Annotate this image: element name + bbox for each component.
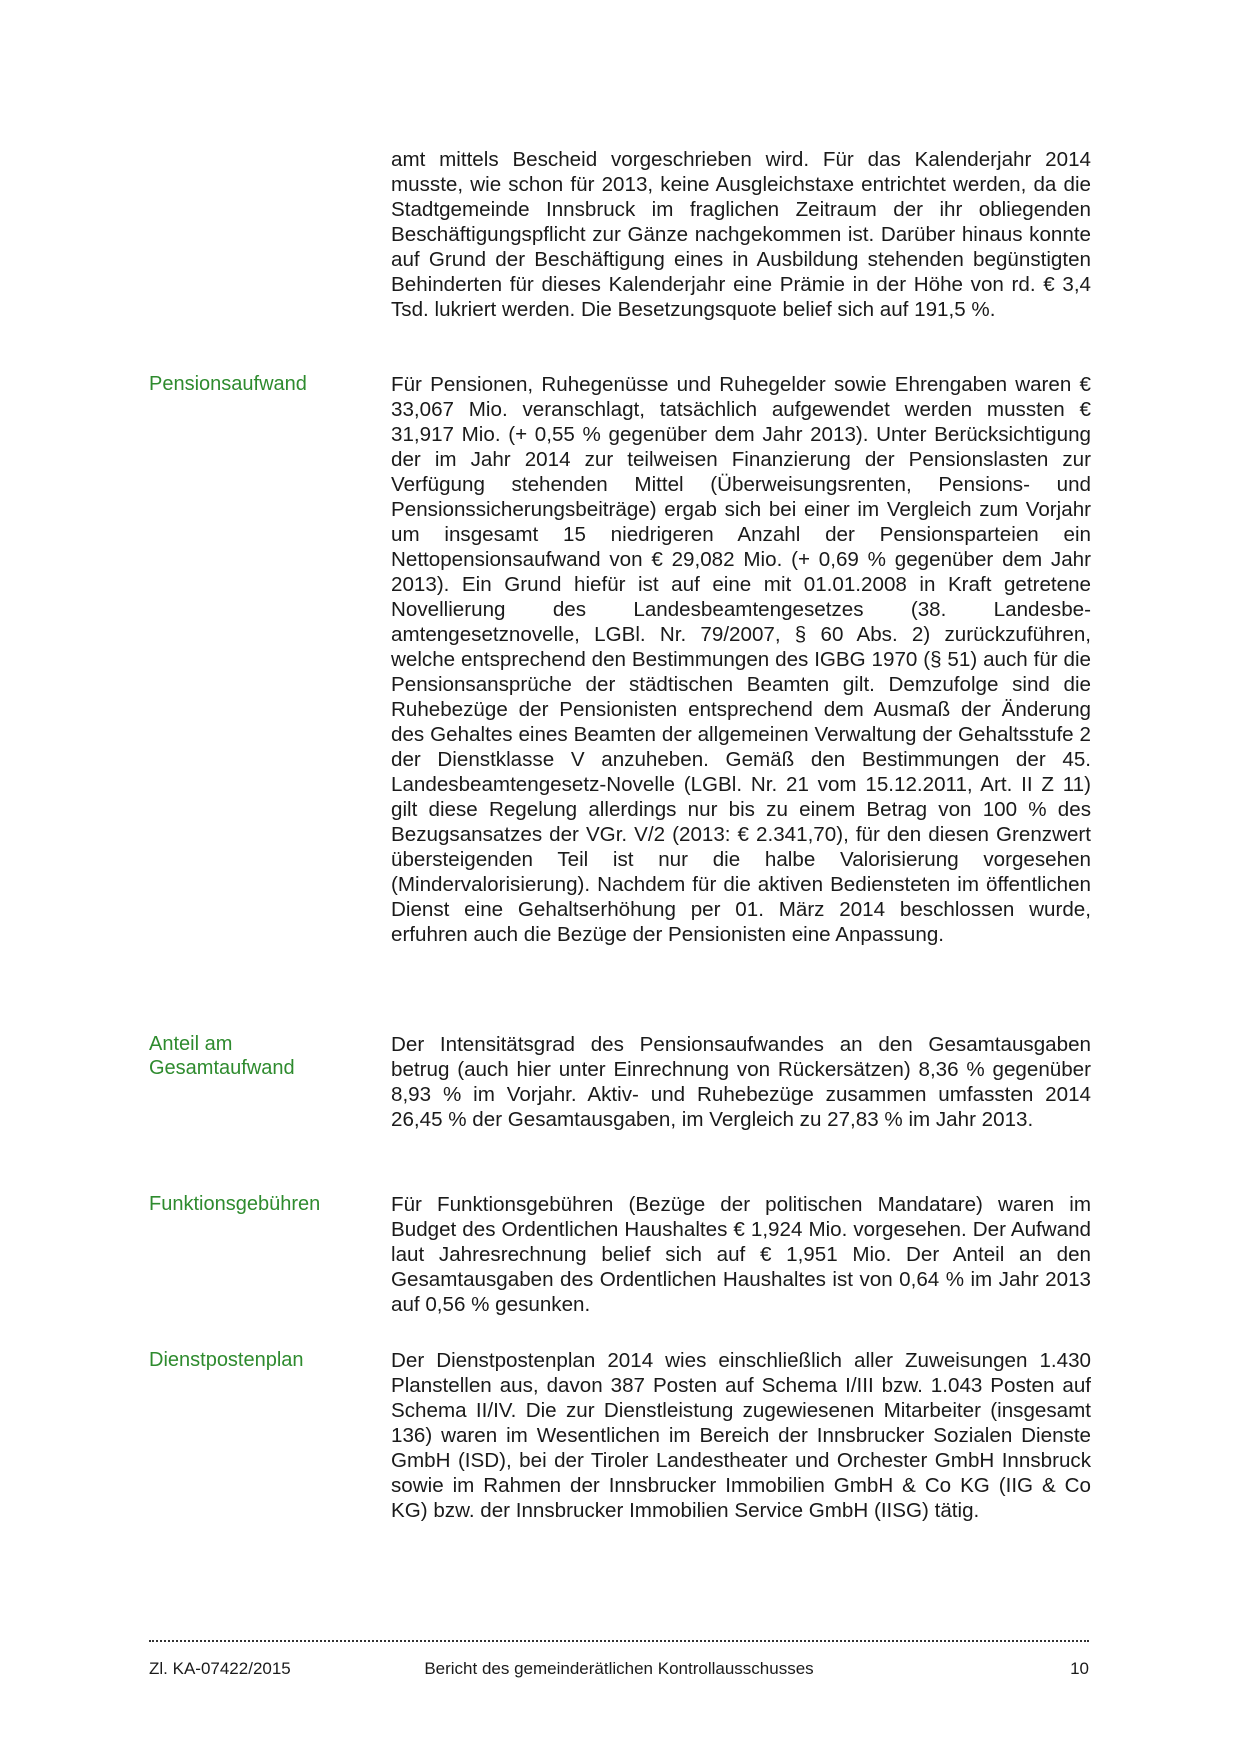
footer-title: Bericht des gemeinderätlichen Kontrollausschusses bbox=[424, 1659, 814, 1678]
section-body-text: Der Intensitätsgrad des Pensionsaufwandes an den Gesamtausgaben betrug (auch hier unter Einrechnung von Rückersätzen) 8,36 % gegenüber 8,93 % im Vorjahr. Aktiv- und Ruhebezüge zusammen umfassten 2014 26,45 % der Gesamtausgaben, im Vergleich zu 27,83 % im Jahr 2013. bbox=[391, 1033, 1091, 1131]
section-body-text: amt mittels Bescheid vorgeschrieben wird. Für das Kalenderjahr 2014 musste, wie schon für 2013, keine Ausgleichstaxe entrichtet werden, da die Stadtgemeinde Innsbruck im fraglichen Zeitraum der ihr obliegenden Beschäftigungspflicht zur Gänze nachgekommen ist. Darüber hinaus konnte auf Grund der Beschäftigung eines in Ausbildung stehenden begünstigten Behinderten für dieses Kalenderjahr eine Prämie in der Höhe von rd. € 3,4 Tsd. lukriert werden. Die Besetzungsquote belief sich auf 191,5 %. bbox=[391, 148, 1091, 321]
page-footer bbox=[149, 1658, 1089, 1682]
margin-label-anteil-am-gesamtaufwand: Anteil am Gesamtaufwand bbox=[149, 1033, 295, 1079]
margin-label-dienstpostenplan: Dienstpostenplan bbox=[149, 1349, 304, 1371]
footer-reference: Zl. KA-07422/2015 bbox=[149, 1659, 291, 1678]
section-body-text: Für Funktionsgebühren (Bezüge der politischen Mandatare) waren im Budget des Ordentlichen Haushaltes € 1,924 Mio. vorgesehen. Der Aufwand laut Jahresrechnung belief sich auf € 1,951 Mio. Der Anteil an den Gesamtausgaben des Ordentlichen Haushaltes ist von 0,64 % im Jahr 2013 auf 0,56 % gesunken. bbox=[391, 1193, 1091, 1316]
margin-label-pensionsaufwand: Pensionsaufwand bbox=[149, 373, 307, 395]
section-body-text: Der Dienstpostenplan 2014 wies einschließlich aller Zuweisungen 1.430 Planstellen aus, davon 387 Posten auf Schema I/III bzw. 1.043 Posten auf Schema II/IV. Die zur Dienstleistung zugewiesenen Mitarbeiter (insgesamt 136) waren im Wesentlichen im Bereich der Innsbrucker Sozialen Dienste GmbH (ISD), bei der Tiroler Landestheater und Orchester GmbH Innsbruck sowie im Rahmen der Innsbrucker Immobilien GmbH & Co KG (IIG & Co KG) bzw. der Innsbrucker Immobilien Service GmbH (IISG) tätig. bbox=[391, 1349, 1091, 1522]
footer-dotted-rule bbox=[149, 1630, 1089, 1642]
margin-label-funktionsgebuehren: Funktionsgebühren bbox=[149, 1193, 321, 1215]
section-body-text: Für Pensionen, Ruhegenüsse und Ruhegelder sowie Ehrengaben waren € 33,067 Mio. veranschlagt, tatsächlich aufgewendet werden mussten € 31,917 Mio. (+ 0,55 % gegenüber dem Jahr 2013). Unter Berücksichtigung der im Jahr 2014 zur teilweisen Finanzierung der Pensionslasten zur Verfügung stehenden Mittel (Überweisungsrenten, Pensions- und Pensionssicherungsbeiträge) ergab sich bei einer im Vergleich zum Vorjahr um insgesamt 15 niedrigeren Anzahl der Pensionsparteien ein Nettopensionsaufwand von € 29,082 Mio. (+ 0,69 % gegenüber dem Jahr 2013). Ein Grund hiefür ist auf eine mit 01.01.2008 in Kraft getretene Novellierung des Landesbeamtengesetzes (38. Landesbeamtengesetznovelle, LGBl. Nr. 79/2007, § 60 Abs. 2) zurückzuführen, welche entsprechend den Bestimmungen des IGBG 1970 (§ 51) auch für die Pensionsansprüche der städtischen Beamten gilt. Demzufolge sind die Ruhebezüge der Pensionisten entsprechend dem Ausmaß der Änderung des Gehaltes eines Beamten der allgemeinen Verwaltung der Gehaltsstufe 2 der Dienstklasse V anzuheben. Gemäß den Bestimmungen der 45. Landesbeamtengesetz-Novelle (LGBl. Nr. 21 vom 15.12.2011, Art. II Z 11) gilt diese Regelung allerdings nur bis zu einem Betrag von 100 % des Bezugsansatzes der VGr. V/2 (2013: € 2.341,70), für den diesen Grenzwert übersteigenden Teil ist nur die halbe Valorisierung vorgesehen (Mindervalorisierung). Nachdem für die aktiven Bediensteten im öffentlichen Dienst eine Gehaltserhöhung per 01. März 2014 beschlossen wurde, erfuhren auch die Bezüge der Pensionisten eine Anpassung. bbox=[391, 373, 1091, 946]
page-number: 10 bbox=[1070, 1659, 1089, 1678]
